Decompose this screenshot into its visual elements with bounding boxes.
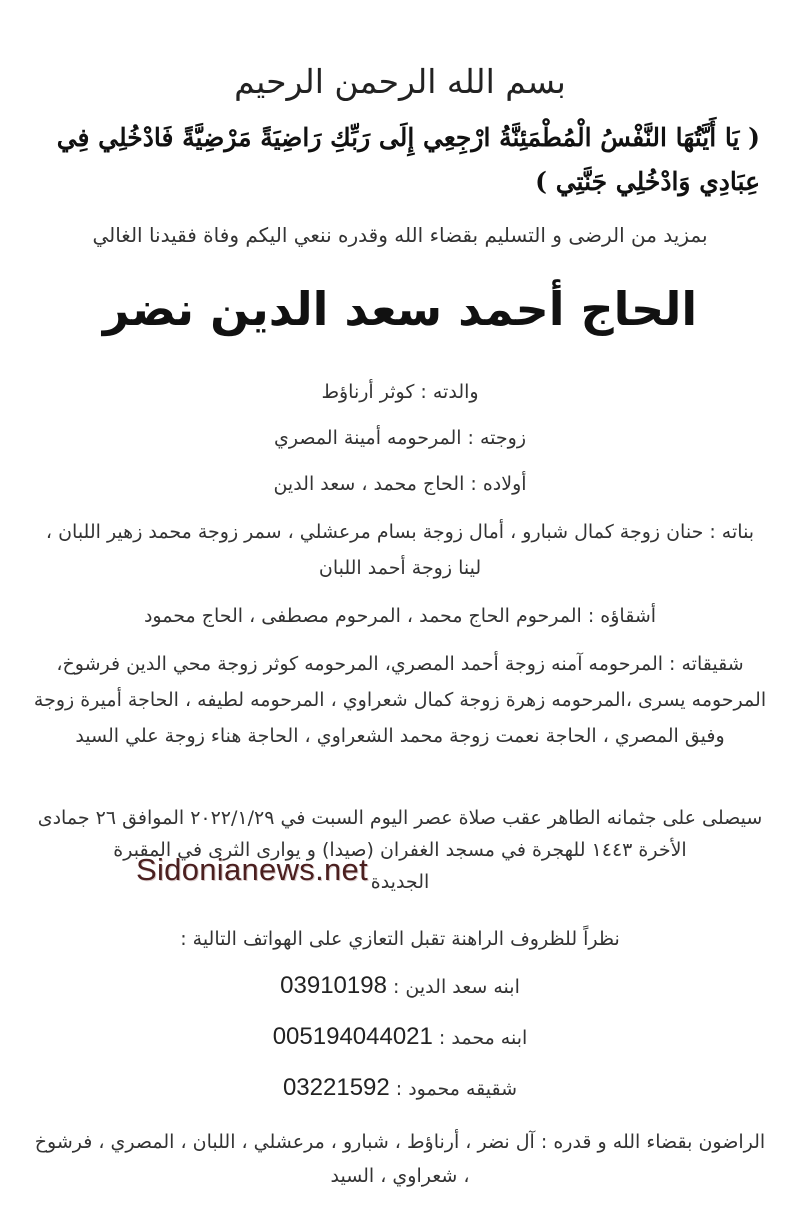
condolence-note: نظراً للظروف الراهنة تقبل التعازي على الهواتف التالية : [180, 928, 620, 950]
phone-row [32, 1068, 768, 1109]
sisters-paragraph: شقيقاته : المرحومه آمنه زوجة أحمد المصري، المرحومه كوثر زوجة محي الدين فرشوخ، المرحومه يسرى ،المرحومه زهرة زوجة كمال شعراوي ، المرحومه لطيفه ، الحاجة أميرة زوجة وفيق المصري ، الحاجة نعمت زوجة محمد الشعراوي ، الحاجة هناء زوجة علي السيد [33, 653, 767, 747]
families-line: الراضون بقضاء الله و قدره : آل نضر ، أرناؤط ، شبارو ، مرعشلي ، اللبان ، المصري ، فرشوخ ، شعراوي ، السيد [34, 1131, 766, 1187]
basmala: بسم الله الرحمن الرحيم [234, 62, 566, 101]
mother-line: والدته : كوثر أرناؤط [321, 381, 479, 403]
phone-label: ابنه محمد : [438, 1027, 528, 1049]
phone-row [32, 966, 768, 1007]
intro-line: بمزيد من الرضى و التسليم بقضاء الله وقدره ننعي اليكم وفاة فقيدنا الغالي [92, 223, 708, 247]
wife-line: زوجته : المرحومه أمينة المصري [273, 427, 527, 449]
phone-number: 03910198 [280, 972, 387, 999]
daughters-paragraph: بناته : حنان زوجة كمال شبارو ، أمال زوجة بسام مرعشلي ، سمر زوجة محمد زهير اللبان ، لينا زوجة أحمد اللبان [45, 521, 755, 579]
funeral-text-end: الجديدة [370, 871, 430, 893]
funeral-text: سيصلى على جثمانه الطاهر عقب صلاة عصر اليوم السبت في ٢٠٢٢/١/٢٩ الموافق ٢٦ جمادى الأخرة ١٤٤٣ للهجرة في مسجد الغفران (صيدا) و يوارى الثرى في المقبرة [37, 807, 763, 861]
sons-line: أولاده : الحاج محمد ، سعد الدين [273, 473, 527, 495]
quran-verse: ( يَا أَيَّتُهَا النَّفْسُ الْمُطْمَئِنَّةُ ارْجِعِي إِلَى رَبِّكِ رَاضِيَةً مَرْضِيَّةً فَادْخُلِي فِي عِبَادِي وَادْخُلِي جَنَّتِي ) [56, 123, 760, 196]
brothers-line: أشقاؤه : المرحوم الحاج محمد ، المرحوم مصطفى ، الحاج محمود [143, 605, 657, 627]
phone-row [32, 1017, 768, 1058]
phone-number: 03221592 [282, 1074, 390, 1101]
phone-label: ابنه سعد الدين : [392, 976, 520, 998]
phone-label: شقيقه محمود : [395, 1078, 518, 1100]
watermark-text: Sidonianews.net [136, 852, 368, 887]
deceased-name: الحاج أحمد سعد الدين نضر [102, 282, 698, 336]
phone-number: 005194044021 [272, 1023, 433, 1050]
